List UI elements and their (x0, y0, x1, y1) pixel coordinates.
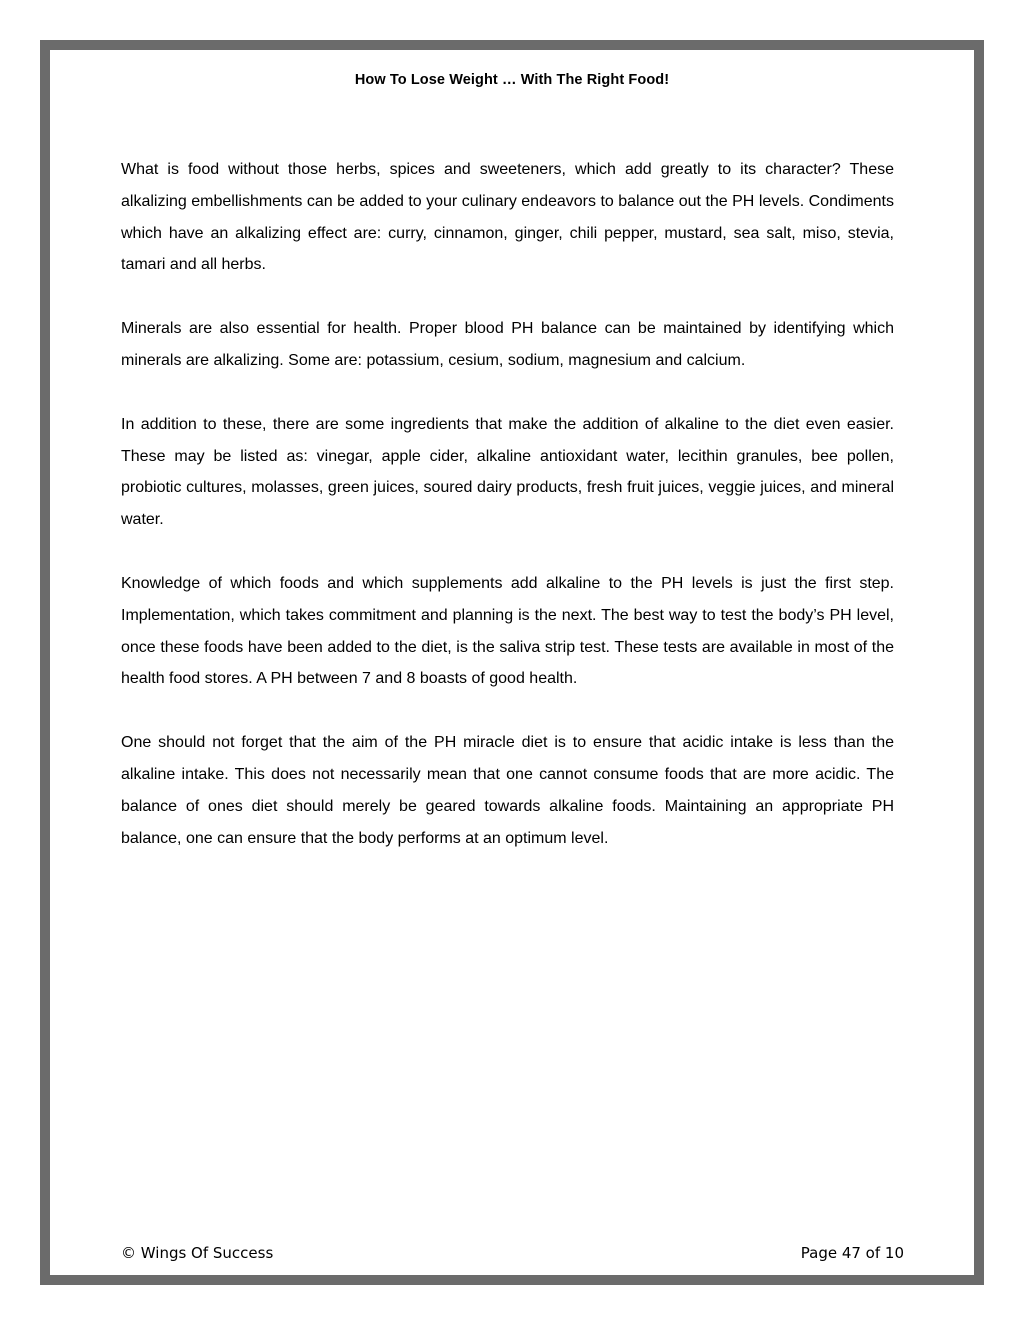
page-footer (121, 1244, 904, 1266)
paragraph-ph-testing: Knowledge of which foods and which supplements add alkaline to the PH levels is just the first step. Implementation, which takes commitment and planning is the next. The best way to test the body’s PH level, once these foods have been added to the diet, is the saliva strip test. These tests are available in most of the health food stores. A PH between 7 and 8 boasts of good health. (121, 574, 894, 688)
paragraph-condiments: What is food without those herbs, spices and sweeteners, which add greatly to its character? These alkalizing embellishments can be added to your culinary endeavors to balance out the PH levels. Condiments which have an alkalizing effect are: curry, cinnamon, ginger, chili pepper, mustard, sea salt, miso, stevia, tamari and all herbs. (121, 161, 894, 274)
copyright-notice: © Wings Of Success (121, 1244, 274, 1262)
page-title: How To Lose Weight … With The Right Food! (354, 72, 670, 88)
page-frame (40, 40, 984, 1285)
paragraph-ingredients: In addition to these, there are some ingredients that make the addition of alkaline to the diet even easier. These may be listed as: vinegar, apple cider, alkaline antioxidant water, lecithin granules, bee pollen, probiotic cultures, molasses, green juices, soured dairy products, fresh fruit juices, veggie juices, and mineral water. (121, 415, 894, 529)
page-number: Page 47 of 10 (800, 1244, 904, 1262)
paragraph-minerals: Minerals are also essential for health. Proper blood PH balance can be maintained by identifying which minerals are alkalizing. Some are: potassium, cesium, sodium, magnesium and calcium. (121, 320, 894, 369)
paragraph-diet-balance: One should not forget that the aim of the PH miracle diet is to ensure that acidic intake is less than the alkaline intake. This does not necessarily mean that one cannot consume foods that are more acidic. The balance of ones diet should merely be geared towards alkaline foods. Maintaining an appropriate PH balance, one can ensure that the body performs at an optimum level. (121, 734, 894, 847)
document-body (121, 154, 894, 886)
